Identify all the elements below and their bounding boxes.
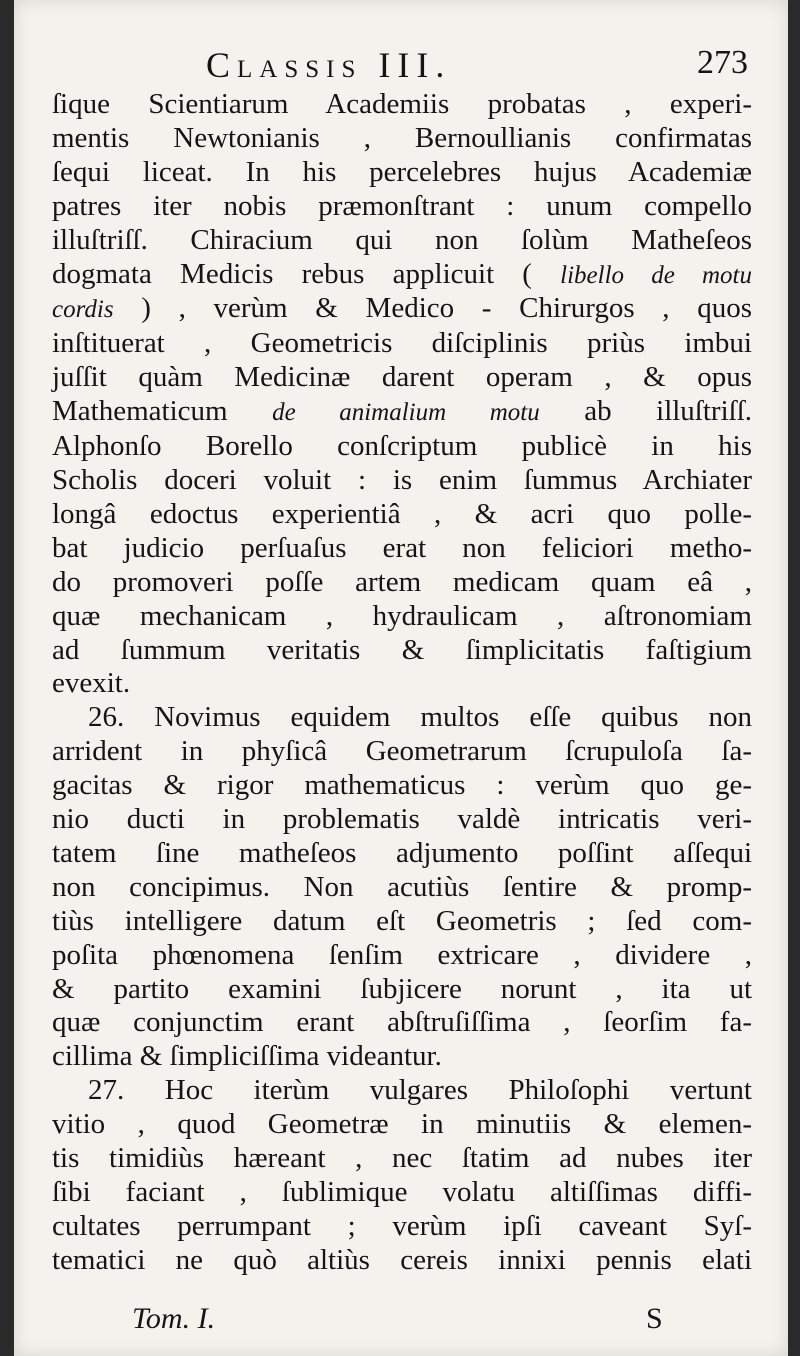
text-line: poſita phœnomena ſenſim extricare , dividere , — [52, 938, 752, 971]
text-fragment: ) , verùm & Medico - Chirurgos , quos — [141, 292, 753, 325]
text-line: ad ſummum veritatis & ſimplicitatis faſtigium — [52, 633, 752, 666]
text-line: do promoveri poſſe artem medicam quam eâ , — [52, 565, 752, 598]
italic-title-animalium: de animalium motu — [272, 399, 540, 427]
text-line — [52, 292, 752, 327]
text-line: ſequi liceat. In his percelebres hujus Academiæ — [52, 155, 752, 188]
text-line: tis timidiùs hæreant , nec ſtatim ad nubes iter — [52, 1142, 752, 1175]
text-line: vitio , quod Geometræ in minutiis & elemen- — [52, 1108, 752, 1141]
volume-mark: Tom. I. — [132, 1302, 216, 1335]
text-line: mentis Newtonianis , Bernoullianis confirmatas — [52, 121, 752, 154]
text-line: gacitas & rigor mathematicus : verùm quo ge- — [52, 769, 752, 802]
text-line: evexit. — [52, 667, 131, 700]
text-line: Scholis doceri voluit : is enim ſummus Archiater — [52, 463, 752, 496]
text-line: longâ edoctus experientiâ , & acri quo polle- — [52, 497, 752, 530]
text-line: Alphonſo Borello conſcriptum publicè in his — [52, 430, 752, 463]
text-line — [52, 395, 752, 430]
page-number: 273 — [697, 44, 748, 81]
text-line: inſtituerat , Geometricis diſciplinis priùs imbui — [52, 327, 752, 360]
text-line: tatem ſine matheſeos adjumento poſſint aſſequi — [52, 836, 752, 869]
text-line: cillima & ſimpliciſſima videantur. — [52, 1040, 442, 1073]
text-fragment: Mathematicum — [52, 395, 228, 428]
text-line: patres iter nobis præmonſtrant : unum compello — [52, 189, 752, 222]
text-line: bat judicio perſuaſus erat non feliciori metho- — [52, 531, 752, 564]
paragraph-start-26: 26. Novimus equidem multos eſſe quibus non — [88, 701, 752, 734]
body-text — [52, 88, 752, 1278]
paragraph-start-27: 27. Hoc iterùm vulgares Philoſophi vertunt — [88, 1074, 752, 1107]
text-line: tiùs intelligere datum eſt Geometris ; ſed com- — [52, 904, 752, 937]
text-line: quæ mechanicam , hydraulicam , aſtronomiam — [52, 599, 752, 632]
page-footer — [14, 1302, 788, 1342]
text-line: tematici ne quò altiùs cereis innixi pennis elati — [52, 1243, 752, 1276]
text-line: juſſit quàm Medicinæ darent operam , & opus — [52, 361, 752, 394]
text-fragment: ab illuſtriſſ. — [584, 395, 752, 428]
text-line: arrident in phyſicâ Geometrarum ſcrupuloſa ſa- — [52, 735, 752, 768]
text-line: & partito examini ſubjicere norunt , ita ut — [52, 972, 752, 1005]
text-line: ſique Scientiarum Academiis probatas , experi- — [52, 88, 752, 120]
italic-title-cordis: cordis — [52, 296, 114, 324]
running-head — [14, 44, 788, 90]
text-fragment: dogmata Medicis rebus applicuit ( — [52, 257, 532, 290]
text-line: nio ducti in problematis valdè intricatis veri- — [52, 803, 752, 836]
italic-title-libello: libello de motu — [560, 261, 752, 289]
text-line: quæ conjunctim erant abſtruſiſſima , ſeorſim fa- — [52, 1006, 752, 1039]
text-line: cultates perrumpant ; verùm ipſi caveant Syſ- — [52, 1209, 752, 1242]
text-line: illuſtriſſ. Chiracium qui non ſolùm Matheſeos — [52, 223, 752, 256]
text-line — [52, 258, 752, 293]
text-line: ſibi faciant , ſublimique volatu altiſſimas diffi- — [52, 1176, 752, 1208]
text-line: non concipimus. Non acutiùs ſentire & promp- — [52, 870, 752, 903]
signature-mark: S — [646, 1302, 663, 1335]
running-head-title: Classis III. — [206, 45, 452, 85]
book-page — [14, 0, 788, 1356]
